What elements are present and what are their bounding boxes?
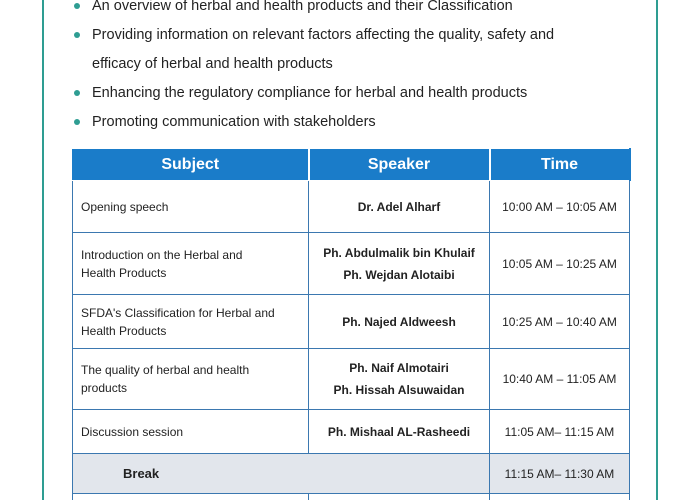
bullet-dot-icon [74,90,80,96]
table-row [73,233,630,295]
table-row [73,349,630,410]
time-column-header: Time [490,149,630,181]
table-header-row [73,149,630,181]
time-cell: 10:05 AM – 10:25 AM [490,233,630,295]
table-row [73,410,630,454]
speaker-column-header: Speaker [309,149,490,181]
left-frame-line [42,0,44,500]
bullet-dot-icon [74,3,80,9]
subject-cell: Opening speech [73,181,309,233]
subject-cell: SFDA's Classification for Herbal and Health Products [73,295,309,349]
right-frame-line [656,0,658,500]
speaker-cell: Ph. Mishaal AL-Rasheedi [309,410,490,454]
subject-cell [73,494,309,500]
subject-column-header: Subject [73,149,309,181]
break-row [73,454,630,494]
speaker-cell: Ph. Naif Almotairi Ph. Hissah Alsuwaidan [309,349,490,410]
table-row [73,494,630,500]
time-cell: 11:05 AM– 11:15 AM [490,410,630,454]
objective-item: Providing information on relevant factors affecting the quality, safety and efficacy of herbal and health products [74,21,644,79]
table-row [73,295,630,349]
speaker-cell [309,494,490,500]
agenda-table [72,148,631,500]
subject-cell: Introduction on the Herbal and Health Products [73,233,309,295]
time-cell: 10:25 AM – 10:40 AM [490,295,630,349]
subject-cell: The quality of herbal and health products [73,349,309,410]
objectives-list [74,0,644,137]
speaker-cell: Dr. Adel Alharf [309,181,490,233]
time-cell [490,494,630,500]
speaker-cell: Ph. Abdulmalik bin Khulaif Ph. Wejdan Alotaibi [309,233,490,295]
break-time-cell: 11:15 AM– 11:30 AM [490,454,630,494]
bullet-dot-icon [74,119,80,125]
bullet-dot-icon [74,32,80,38]
objective-item: Promoting communication with stakeholders [74,108,644,137]
time-cell: 10:00 AM – 10:05 AM [490,181,630,233]
break-label: Break [73,454,490,494]
subject-cell: Discussion session [73,410,309,454]
objective-item: An overview of herbal and health products and their Classification [74,0,644,21]
speaker-cell: Ph. Najed Aldweesh [309,295,490,349]
objective-item: Enhancing the regulatory compliance for herbal and health products [74,79,644,108]
time-cell: 10:40 AM – 11:05 AM [490,349,630,410]
table-row [73,181,630,233]
